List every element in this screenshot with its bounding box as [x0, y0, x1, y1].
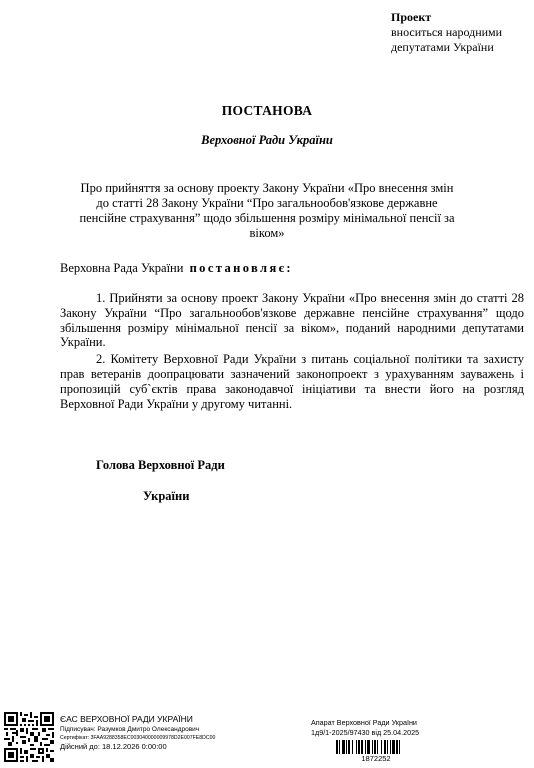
eds-signer: Підписувач: Разумков Дмитро Олександрович	[60, 726, 200, 733]
signature-line: Голова Верховної Ради	[96, 458, 225, 472]
project-note	[391, 10, 502, 55]
qr-code-icon	[4, 712, 54, 762]
resolves-line	[60, 261, 293, 276]
document-about: Про прийняття за основу проекту Закону України «Про внесення змін до статті 28 Закону України “Про загальнообов'язкове державне пенсійне страхування” щодо збільшення розміру мінімальної пенсії за віком»	[79, 181, 455, 240]
signature-block	[96, 458, 225, 504]
digital-signature-info	[60, 714, 215, 752]
eds-valid-until: Дійсний до: 18.12.2026 0:00:00	[60, 742, 167, 751]
registration-number: 1д9/1-2025/97430 від 25.04.2025	[311, 728, 420, 737]
signature-line: України	[143, 489, 190, 503]
resolves-word: постановляє:	[189, 261, 293, 275]
project-note-line: вноситься народними	[391, 25, 503, 39]
paragraph: 1. Прийняти за основу проект Закону України «Про внесення змін до статті 28 Закону України “Про загальнообов'язкове державне пенсійне страхування” щодо збільшення розміру мінімальної пенсії за віком», поданий народними депутатами України.	[60, 291, 524, 350]
registration-info	[311, 718, 419, 738]
eds-certificate: Сертифікат: 3FAA9288358EC003040000009978D2E007FE8DC00	[60, 735, 216, 741]
barcode-icon	[336, 740, 416, 754]
paragraph: 2. Комітету Верховної Ради України з питань соціальної політики та захисту прав ветеранів доопрацювати зазначений законопроект з урахуванням зауважень і пропозицій суб`єктів права законодавчої ініціативи та внести його на розгляд Верховної Ради України у другому читанні.	[60, 352, 524, 411]
registration-organization: Апарат Верховної Ради України	[311, 718, 417, 727]
barcode-number: 1872252	[361, 754, 391, 763]
body-text	[60, 291, 524, 411]
resolves-prefix: Верховна Рада України	[60, 261, 184, 275]
document-title: ПОСТАНОВА	[221, 103, 313, 118]
project-note-line: депутатами України	[391, 40, 494, 54]
eds-organization: ЄАС ВЕРХОВНОЇ РАДИ УКРАЇНИ	[60, 714, 193, 724]
project-note-title: Проект	[391, 10, 432, 24]
document-subtitle: Верховної Ради України	[201, 133, 333, 147]
